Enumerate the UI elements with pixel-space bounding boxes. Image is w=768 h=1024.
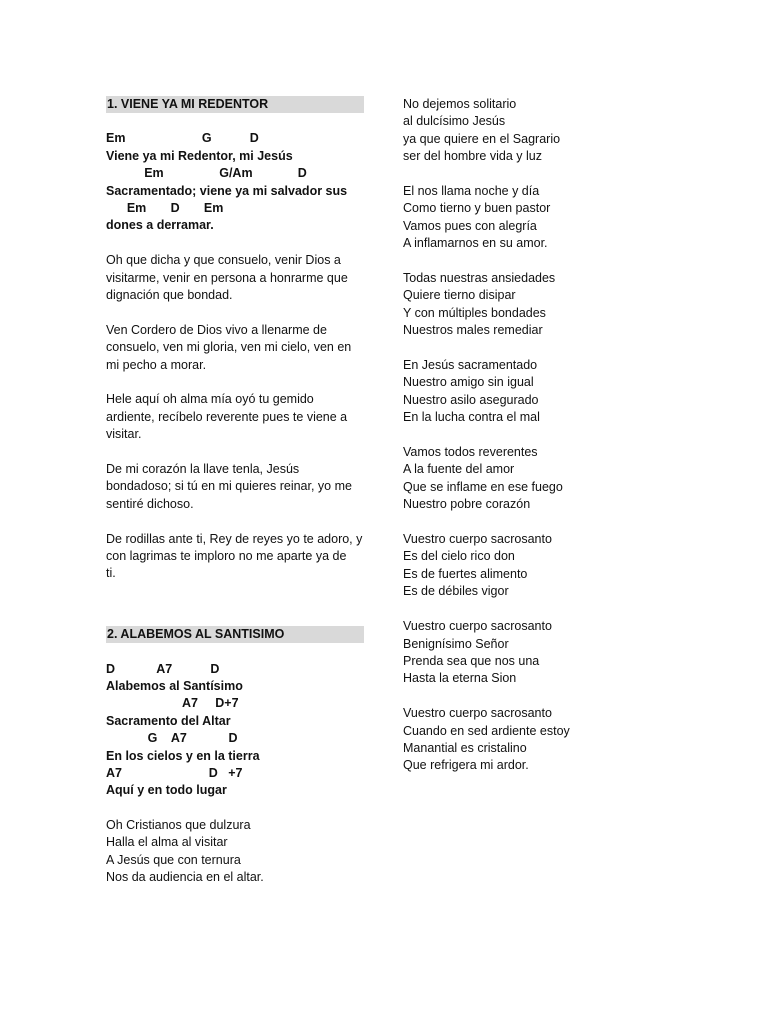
lyric-line: Alabemos al Santísimo (106, 678, 243, 693)
song1-stanza: Ven Cordero de Dios vivo a llenarme de consuelo, ven mi gloria, ven mi cielo, ven en mi pecho a morar. (106, 322, 352, 372)
lyric-line: Viene ya mi Redentor, mi Jesús (106, 148, 293, 163)
right-stanza: En Jesús sacramentado Nuestro amigo sin igual Nuestro asilo asegurado En la lucha contra el mal (403, 358, 540, 425)
chord-line: G A7 D (106, 731, 238, 746)
left-column (106, 96, 366, 887)
chord-line: A7 D +7 (106, 765, 243, 780)
song1-chord-block (106, 130, 366, 234)
chord-line: Em G D (106, 131, 259, 146)
lyric-line: dones a derramar. (106, 218, 214, 233)
chord-line: Em G/Am D (106, 166, 307, 181)
lyric-line: Sacramentado; viene ya mi salvador sus (106, 183, 348, 198)
song2-stanza: Oh Cristianos que dulzura Halla el alma al visitar A Jesús que con ternura Nos da audiencia en el altar. (106, 818, 264, 885)
right-stanza: El nos llama noche y día Como tierno y buen pastor Vamos pues con alegría A inflamarnos en su amor. (403, 184, 551, 251)
lyric-line: Aquí y en todo lugar (106, 783, 227, 798)
right-stanza: No dejemos solitario al dulcísimo Jesús ya que quiere en el Sagrario ser del hombre vida y luz (403, 97, 561, 164)
chord-line: D A7 D (106, 661, 220, 676)
lyric-line: Sacramento del Altar (106, 713, 231, 728)
song2-chord-block (106, 661, 366, 800)
song1-stanza: De mi corazón la llave tenla, Jesús bondadoso; si tú en mi quieres reinar, yo me sentiré dichoso. (106, 461, 352, 511)
right-stanza: Todas nuestras ansiedades Quiere tierno disipar Y con múltiples bondades Nuestros males remediar (403, 271, 556, 338)
right-stanza: Vuestro cuerpo sacrosanto Benignísimo Señor Prenda sea que nos una Hasta la eterna Sion (403, 619, 552, 686)
song1-stanza: Hele aquí oh alma mía oyó tu gemido ardiente, recíbelo reverente pues te viene a visitar. (106, 392, 348, 442)
song2-title: 2. ALABEMOS AL SANTISIMO (106, 626, 364, 643)
right-stanza: Vuestro cuerpo sacrosanto Es del cielo rico don Es de fuertes alimento Es de débiles vigor (403, 532, 552, 599)
right-stanza: Vuestro cuerpo sacrosanto Cuando en sed ardiente estoy Manantial es cristalino Que refrigera mi ardor. (403, 706, 570, 773)
lyric-line: En los cielos y en la tierra (106, 748, 260, 763)
chord-line: A7 D+7 (106, 696, 239, 711)
right-stanza: Vamos todos reverentes A la fuente del amor Que se inflame en ese fuego Nuestro pobre corazón (403, 445, 563, 512)
song1-title: 1. VIENE YA MI REDENTOR (106, 96, 364, 113)
chord-line: Em D Em (106, 200, 224, 215)
right-column (403, 96, 603, 775)
song1-stanza: De rodillas ante ti, Rey de reyes yo te adoro, y con lagrimas te imploro no me aparte ya de ti. (106, 531, 363, 581)
song1-stanza: Oh que dicha y que consuelo, venir Dios a visitarme, venir en persona a honrarme que dignación que bondad. (106, 253, 348, 302)
